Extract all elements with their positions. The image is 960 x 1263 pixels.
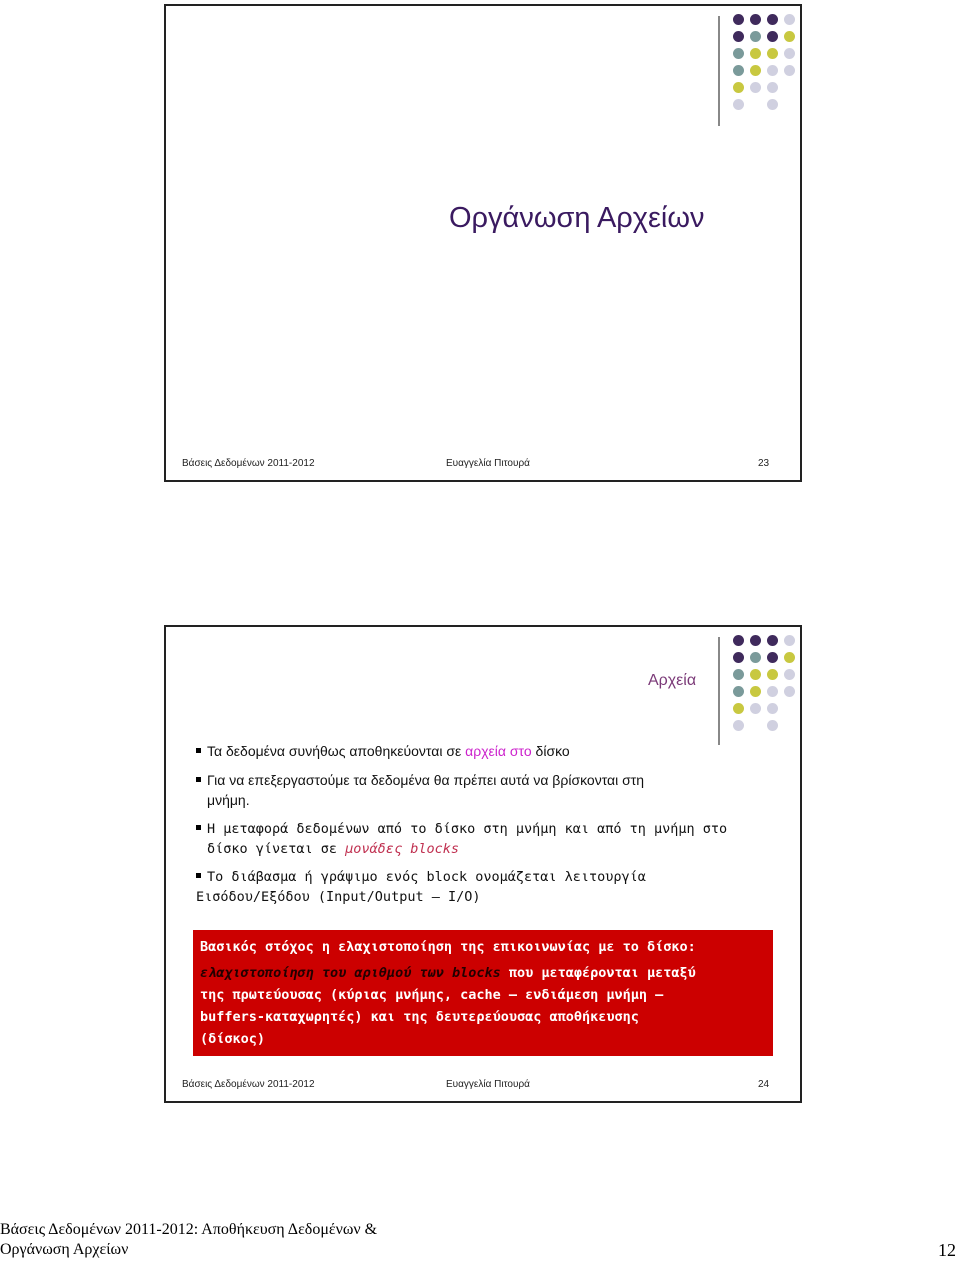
decorative-dot	[767, 652, 778, 663]
decorative-dot	[767, 669, 778, 680]
footer-course: Βάσεις Δεδομένων 2011-2012	[182, 458, 315, 469]
footer-author: Ευαγγελία Πιτουρά	[446, 1079, 530, 1090]
header-divider	[718, 637, 720, 745]
page-footer	[0, 1220, 377, 1260]
decorative-dot	[750, 65, 761, 76]
key-goal-box: Βασικός στόχος η ελαχιστοποίηση της επικοινωνίας με το δίσκο: ελαχιστοποίηση του αριθμού των blocks που μεταφέρονται μεταξύ της πρωτεύουσας (κύριας μνήμης, cache – ενδιάμεση μνήμη – buffers-καταχωρητές) και της δευτερεύουσας αποθήκευσης (δίσκος)	[193, 930, 773, 1056]
page-number: 12	[938, 1240, 956, 1260]
decorative-dot	[767, 48, 778, 59]
slide-23	[164, 4, 802, 482]
decorative-dot	[750, 48, 761, 59]
decorative-dots	[733, 635, 823, 735]
decorative-dot	[733, 82, 744, 93]
decorative-dot	[750, 82, 761, 93]
decorative-dot	[784, 635, 795, 646]
decorative-dot	[767, 82, 778, 93]
bullet-square-icon	[196, 873, 201, 878]
bullet-1: Τα δεδομένα συνήθως αποθηκεύονται σε αρχεία στο δίσκο	[196, 741, 570, 761]
decorative-dot	[767, 720, 778, 731]
decorative-dot	[733, 669, 744, 680]
highlight-block-units: μονάδες blocks	[345, 841, 459, 857]
decorative-dot	[750, 686, 761, 697]
decorative-dot	[784, 686, 795, 697]
highlight-on: στο	[509, 743, 532, 759]
decorative-dot	[733, 686, 744, 697]
decorative-dot	[750, 635, 761, 646]
decorative-dot	[767, 635, 778, 646]
decorative-dot	[784, 652, 795, 663]
decorative-dot	[733, 635, 744, 646]
slide-24	[164, 625, 802, 1103]
footer-page-number: 24	[758, 1079, 770, 1090]
decorative-dot	[767, 14, 778, 25]
decorative-dot	[784, 48, 795, 59]
decorative-dot	[767, 65, 778, 76]
page-footer-line-1: Βάσεις Δεδομένων 2011-2012: Αποθήκευση Δεδομένων &	[0, 1221, 378, 1238]
decorative-dot	[767, 703, 778, 714]
decorative-dot	[767, 686, 778, 697]
decorative-dot	[733, 652, 744, 663]
decorative-dot	[784, 669, 795, 680]
decorative-dot	[750, 669, 761, 680]
decorative-dot	[750, 652, 761, 663]
decorative-dot	[750, 31, 761, 42]
slide-title: Αρχεία	[648, 672, 697, 689]
bullet-2: Για να επεξεργαστούμε τα δεδομένα θα πρέπει αυτά να βρίσκονται στη μνήμη.	[196, 770, 644, 810]
decorative-dot	[784, 65, 795, 76]
decorative-dot	[767, 31, 778, 42]
highlight-files: αρχεία	[465, 743, 506, 759]
decorative-dot	[733, 65, 744, 76]
footer-author: Ευαγγελία Πιτουρά	[446, 458, 530, 469]
bullet-square-icon	[196, 777, 201, 782]
decorative-dot	[733, 14, 744, 25]
bullet-4: Το διάβασμα ή γράψιμο ενός block ονομάζεται λειτουργία Εισόδου/Εξόδου (Input/Output – I/O)	[196, 869, 646, 905]
decorative-dots	[733, 14, 823, 114]
page-footer-line-2: Οργάνωση Αρχείων	[0, 1241, 129, 1258]
decorative-dot	[750, 703, 761, 714]
decorative-dot	[750, 14, 761, 25]
slide-title: Οργάνωση Αρχείων	[449, 202, 705, 234]
decorative-dot	[733, 48, 744, 59]
footer-course: Βάσεις Δεδομένων 2011-2012	[182, 1079, 315, 1090]
footer-page-number: 23	[758, 458, 770, 469]
bullet-square-icon	[196, 748, 201, 753]
bullet-square-icon	[196, 825, 201, 830]
header-divider	[718, 16, 720, 126]
decorative-dot	[733, 720, 744, 731]
decorative-dot	[733, 703, 744, 714]
decorative-dot	[733, 99, 744, 110]
decorative-dot	[784, 14, 795, 25]
bullet-3: Η μεταφορά δεδομένων από το δίσκο στη μνήμη και από τη μνήμη στο δίσκο γίνεται σε μονάδες blocks	[196, 819, 736, 859]
decorative-dot	[733, 31, 744, 42]
decorative-dot	[767, 99, 778, 110]
decorative-dot	[784, 31, 795, 42]
